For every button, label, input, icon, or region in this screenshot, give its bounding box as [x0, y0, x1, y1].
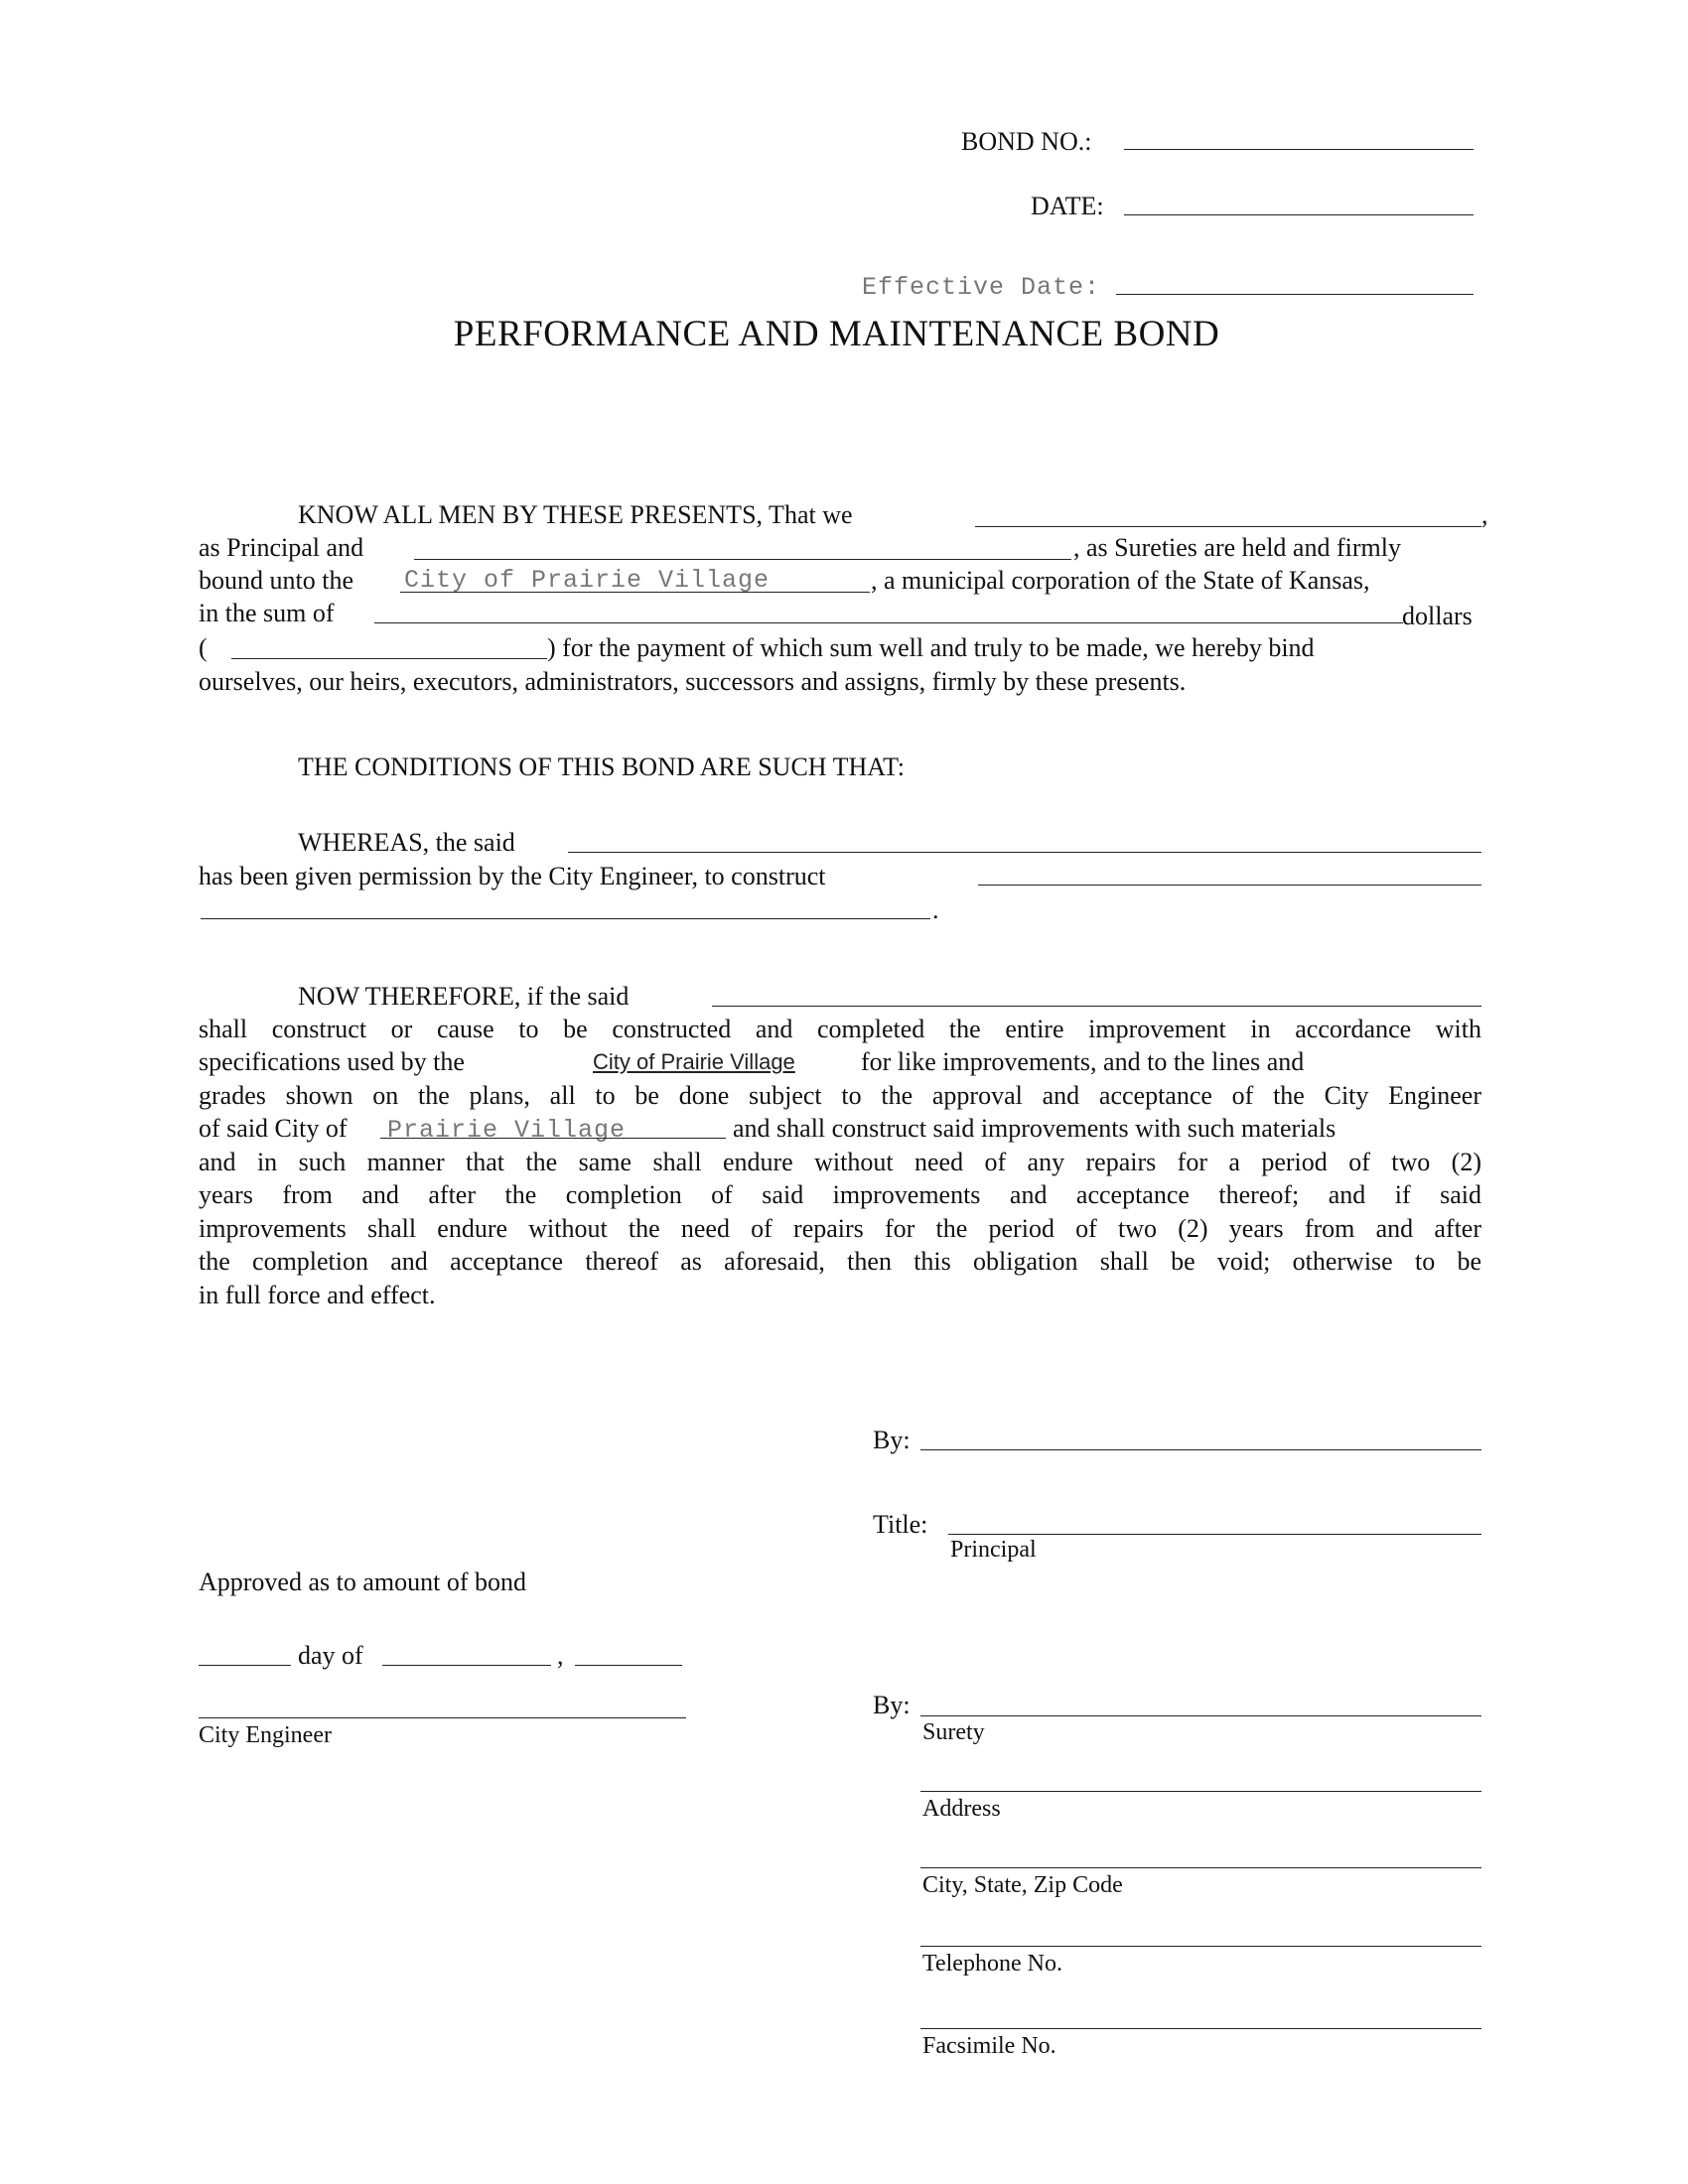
- surety-caption: Surety: [922, 1719, 985, 1745]
- obligee-city-line[interactable]: [400, 592, 870, 593]
- whereas-party-line[interactable]: [568, 852, 1481, 853]
- now-therefore-line9: the completion and acceptance thereof as aforesaid, then this obligation shall be void; otherwise to be: [199, 1247, 1481, 1276]
- para1-line3-text-a: bound unto the: [199, 566, 353, 595]
- sum-words-line[interactable]: [374, 622, 1403, 623]
- principal-by-label: By:: [873, 1426, 911, 1454]
- para1-line5-open-paren: (: [199, 633, 208, 662]
- whereas-line2-text: has been given permission by the City Engineer, to construct: [199, 862, 826, 890]
- now-therefore-line1-text: NOW THEREFORE, if the said: [298, 982, 630, 1011]
- effective-date-label: Effective Date:: [862, 273, 1101, 302]
- now-therefore-party-line[interactable]: [712, 1006, 1481, 1007]
- approved-label: Approved as to amount of bond: [199, 1568, 527, 1596]
- engineer-city-field: Prairie Village: [387, 1116, 627, 1145]
- para1-line1-text: KNOW ALL MEN BY THESE PRESENTS, That we: [298, 500, 853, 529]
- document-title: PERFORMANCE AND MAINTENANCE BOND: [453, 314, 1220, 354]
- effective-date-field-line[interactable]: [1116, 294, 1474, 295]
- now-therefore-line7: years from and after the completion of said improvements and acceptance thereof; and if said: [199, 1180, 1481, 1209]
- principal-signature-line[interactable]: [920, 1449, 1481, 1450]
- approval-month-line[interactable]: [382, 1665, 551, 1666]
- city-state-zip-caption: City, State, Zip Code: [922, 1872, 1123, 1898]
- now-therefore-line8: improvements shall endure without the need of repairs for the period of two (2) years from and after: [199, 1214, 1481, 1243]
- para1-line2-text-a: as Principal and: [199, 533, 364, 562]
- now-therefore-line5-text-b: and shall construct said improvements with such materials: [733, 1114, 1336, 1143]
- bond-no-field-line[interactable]: [1124, 149, 1474, 150]
- para1-line1-comma: ,: [1481, 500, 1488, 529]
- sum-figures-line[interactable]: [231, 658, 547, 659]
- bond-no-label: BOND NO.:: [961, 127, 1092, 156]
- surety-city-state-zip-line[interactable]: [920, 1867, 1481, 1868]
- approval-year-line[interactable]: [575, 1665, 682, 1666]
- surety-telephone-line[interactable]: [920, 1946, 1481, 1947]
- city-engineer-signature-line[interactable]: [199, 1717, 686, 1718]
- address-caption: Address: [922, 1796, 1001, 1822]
- city-engineer-caption: City Engineer: [199, 1722, 332, 1748]
- surety-facsimile-line[interactable]: [920, 2028, 1481, 2029]
- para1-line4-dollars: dollars: [1402, 602, 1473, 630]
- date-label: DATE:: [1031, 192, 1104, 220]
- now-therefore-line2: shall construct or cause to be constructed and completed the entire improvement in accordance with: [199, 1015, 1481, 1043]
- whereas-line3-period: .: [932, 895, 939, 924]
- now-therefore-line3-text-b: for like improvements, and to the lines and: [861, 1047, 1305, 1076]
- construct-description-line[interactable]: [978, 885, 1481, 886]
- para1-line2-text-b: , as Sureties are held and firmly: [1073, 533, 1401, 562]
- telephone-caption: Telephone No.: [922, 1951, 1062, 1977]
- now-therefore-line10: in full force and effect.: [199, 1281, 436, 1309]
- surety-by-label: By:: [873, 1691, 911, 1719]
- surety-address-line[interactable]: [920, 1791, 1481, 1792]
- principal-name-line[interactable]: [975, 526, 1481, 527]
- para1-line5-text: ) for the payment of which sum well and truly to be made, we hereby bind: [547, 633, 1315, 662]
- para1-line3-text-b: , a municipal corporation of the State of Kansas,: [871, 566, 1370, 595]
- engineer-city-line[interactable]: [380, 1138, 726, 1139]
- construct-description-line-2[interactable]: [201, 918, 930, 919]
- para1-line6-text: ourselves, our heirs, executors, administrators, successors and assigns, firmly by these presents.: [199, 667, 1187, 696]
- surety-signature-line[interactable]: [920, 1715, 1481, 1716]
- specifications-city-field: City of Prairie Village: [593, 1049, 795, 1074]
- facsimile-caption: Facsimile No.: [922, 2033, 1056, 2059]
- surety-name-line[interactable]: [414, 559, 1071, 560]
- whereas-line1-text: WHEREAS, the said: [298, 828, 515, 857]
- now-therefore-line3-text-a: specifications used by the: [199, 1047, 465, 1076]
- principal-caption: Principal: [950, 1537, 1037, 1563]
- now-therefore-line6: and in such manner that the same shall endure without need of any repairs for a period of two (2): [199, 1148, 1481, 1176]
- now-therefore-line4: grades shown on the plans, all to be done subject to the approval and acceptance of the City Engineer: [199, 1081, 1481, 1110]
- conditions-heading: THE CONDITIONS OF THIS BOND ARE SUCH THAT:: [298, 752, 905, 781]
- date-field-line[interactable]: [1124, 214, 1474, 215]
- day-comma: ,: [557, 1641, 564, 1670]
- day-of-label: day of: [298, 1641, 363, 1670]
- para1-line4-text-a: in the sum of: [199, 599, 335, 627]
- obligee-city-field: City of Prairie Village: [404, 566, 771, 595]
- now-therefore-line5-text-a: of said City of: [199, 1114, 348, 1143]
- principal-title-label: Title:: [873, 1510, 928, 1539]
- approval-day-line[interactable]: [199, 1665, 291, 1666]
